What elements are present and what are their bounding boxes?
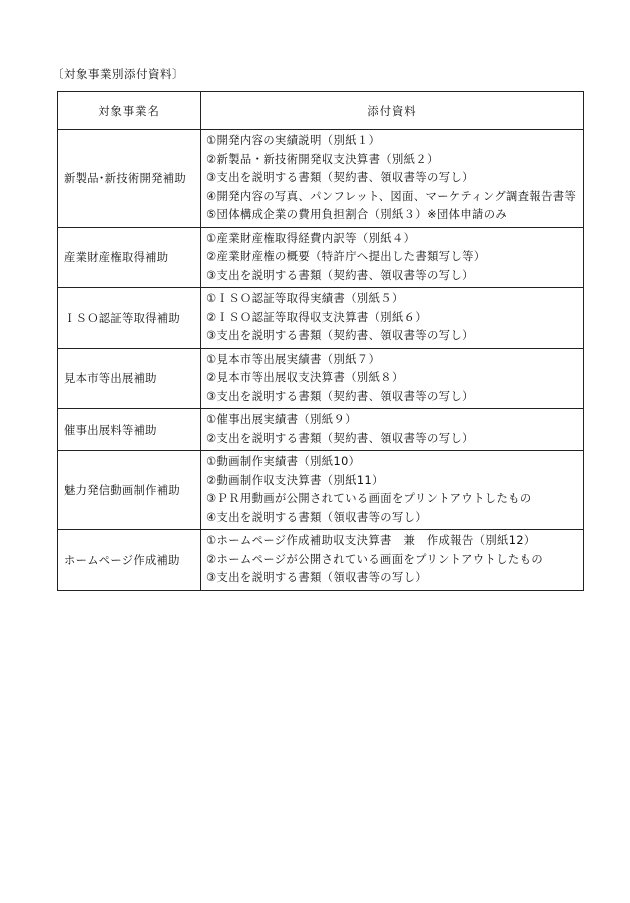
document-item: ②支出を説明する書類（契約書、領収書等の写し） — [206, 431, 474, 445]
document-item: ③支出を説明する書類（契約書、領収書等の写し） — [206, 329, 474, 342]
document-item: ③支出を説明する書類（契約書、領収書等の写し） — [206, 171, 474, 184]
document-item: ③支出を説明する書類（領収書等の写し） — [206, 571, 428, 584]
subsidy-category-name: ＩＳＯ認証等取得補助 — [58, 288, 201, 349]
table-row — [58, 130, 584, 228]
document-item: ①ＩＳＯ認証等取得実績書（別紙５） — [206, 292, 404, 305]
header-category: 対象事業名 — [58, 92, 201, 130]
required-documents-cell — [201, 288, 584, 349]
document-item: ⑤団体構成企業の費用負担割合（別紙３）※団体申請のみ — [206, 208, 508, 221]
document-item: ②産業財産権の概要（特許庁へ提出した書類写し等） — [206, 250, 486, 263]
subsidy-category-name: 魅力発信動画制作補助 — [58, 451, 201, 530]
subsidy-category-name: 産業財産権取得補助 — [58, 227, 201, 288]
subsidy-category-name: 催事出展料等補助 — [58, 409, 201, 451]
required-documents-cell — [201, 530, 584, 591]
subsidy-category-name: 見本市等出展補助 — [58, 348, 201, 409]
document-item: ①催事出展実績書（別紙９） — [206, 413, 357, 426]
document-item: ①見本市等出展実績書（別紙７） — [206, 352, 381, 366]
subsidy-category-name: ホームページ作成補助 — [58, 530, 201, 591]
document-item: ④支出を説明する書類（領収書等の写し） — [206, 510, 428, 524]
attachment-table — [57, 91, 584, 591]
document-item: ②新製品・新技術開発収支決算書（別紙２） — [206, 152, 439, 166]
document-item: ③ＰＲ用動画が公開されている画面をプリントアウトしたもの — [206, 492, 532, 505]
page-title: 〔対象事業別添付資料〕 — [52, 67, 184, 81]
document-item: ③支出を説明する書類（契約書、領収書等の写し） — [206, 268, 474, 282]
document-item: ②動画制作収支決算書（別紙11） — [206, 473, 384, 487]
required-documents-cell — [201, 348, 584, 409]
document-item: ②ＩＳＯ認証等取得収支決算書（別紙６） — [206, 310, 428, 324]
document-item: ①開発内容の実績説明（別紙１） — [206, 134, 381, 147]
required-documents-cell — [201, 130, 584, 228]
required-documents-cell — [201, 227, 584, 288]
document-item: ②ホームページが公開されている画面をプリントアウトしたもの — [206, 552, 544, 566]
table-row — [58, 348, 584, 409]
document-item: ①ホームページ作成補助収支決算書 兼 作成報告（別紙12） — [206, 534, 536, 547]
table-row — [58, 451, 584, 530]
document-item: ③支出を説明する書類（契約書、領収書等の写し） — [206, 389, 474, 403]
required-documents-cell — [201, 451, 584, 530]
table-header-row — [58, 92, 584, 130]
subsidy-category-name: 新製品･新技術開発補助 — [58, 130, 201, 228]
header-documents: 添付資料 — [201, 92, 584, 130]
required-documents-cell — [201, 409, 584, 451]
table-row — [58, 530, 584, 591]
document-item: ①産業財産権取得経費内訳等（別紙４） — [206, 231, 416, 245]
table-row — [58, 227, 584, 288]
table-body — [58, 130, 584, 591]
table-row — [58, 288, 584, 349]
table-row — [58, 409, 584, 451]
document-item: ①動画制作実績書（別紙10） — [206, 455, 361, 468]
document-item: ②見本市等出展収支決算書（別紙８） — [206, 371, 404, 384]
document-item: ④開発内容の写真、パンフレット、図面、マーケティング調査報告書等 — [206, 189, 577, 203]
